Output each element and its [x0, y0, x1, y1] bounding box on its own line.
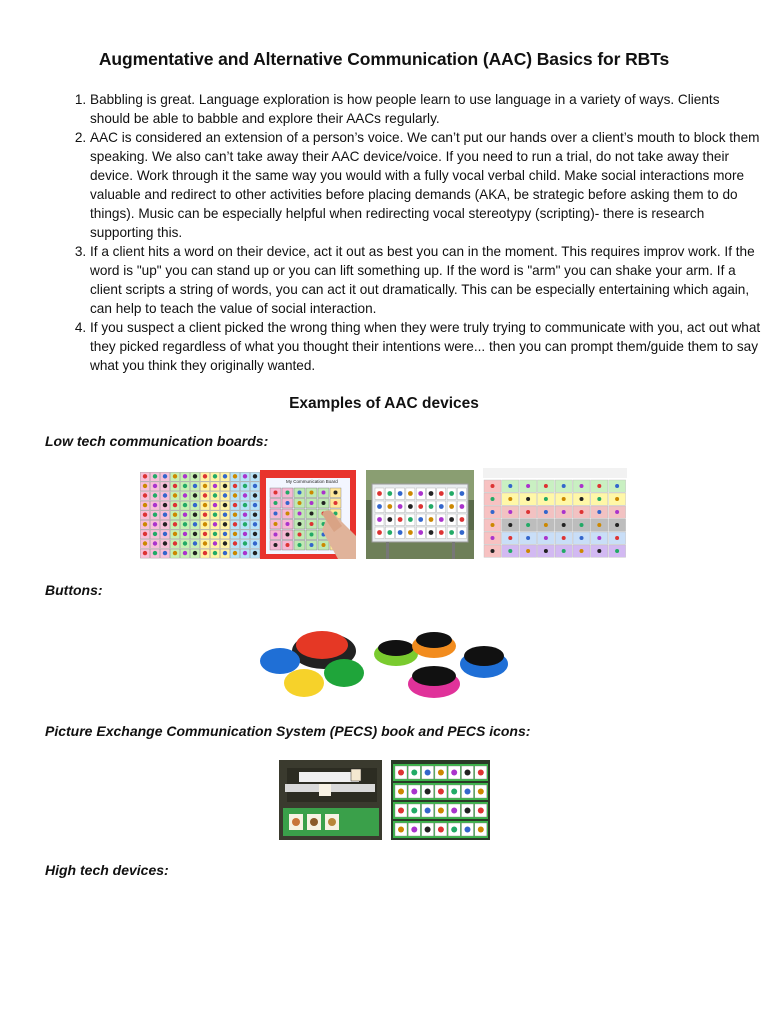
page-title: Augmentative and Alternative Communication (AAC) Basics for RBTs	[98, 49, 670, 69]
buttons-heading: Buttons:	[45, 582, 103, 598]
board-label: My Communication Board	[286, 479, 338, 484]
low-tech-board-grid-image	[140, 472, 260, 559]
list-item: 2. AAC is considered an extension of a person’s voice. We can’t put our hands over a client’s mouth to block them speaking. We also can’t take away their AAC device/voice. If you need to run a trial, do not take away their device. Work through it the same way you would with a fully vocal verbal child. Make social interactions more valuable and redirect to other activities before placing demands (AKA, be strategic before asking them to do things). Music can be especially helpful when redirecting vocal stereotypy (scripting)- there is research supporting this.	[90, 128, 762, 242]
outdoor-board-photo	[366, 470, 474, 559]
recordable-buttons-photo-1	[258, 615, 368, 701]
pecs-heading: Picture Exchange Communication System (PECS) book and PECS icons:	[45, 723, 531, 739]
app-board-screenshot	[483, 468, 627, 559]
communication-board-photo	[260, 470, 356, 559]
pecs-book-photo	[279, 760, 382, 840]
low-tech-heading: Low tech communication boards:	[45, 433, 269, 449]
high-tech-heading: High tech devices:	[45, 862, 169, 878]
examples-heading: Examples of AAC devices	[289, 395, 479, 412]
list-item: 1. Babbling is great. Language exploration is how people learn to use language in a variety of ways. Clients should be able to babble and explore their AACs regularly.	[90, 90, 762, 128]
list-item: 3. If a client hits a word on their device, act it out as best you can in the moment. This requires improv work. If the word is "up" you can stand up or you can lift something up. If the word is "arm" you can shake your arm. If a client scripts a string of words, you can act it out dramatically. This can be especially entertaining which again, can help to teach the value of social interaction.	[90, 242, 762, 318]
pecs-icons-photo	[391, 760, 490, 840]
recordable-buttons-photo-2	[370, 628, 512, 700]
list-item: 4. If you suspect a client picked the wrong thing when they were truly trying to communicate with you, act out what they picked regardless of what you thought their intentions were... then you can prompt them/guide them to say what you think they originally wanted.	[90, 318, 762, 375]
basics-list	[50, 90, 762, 375]
